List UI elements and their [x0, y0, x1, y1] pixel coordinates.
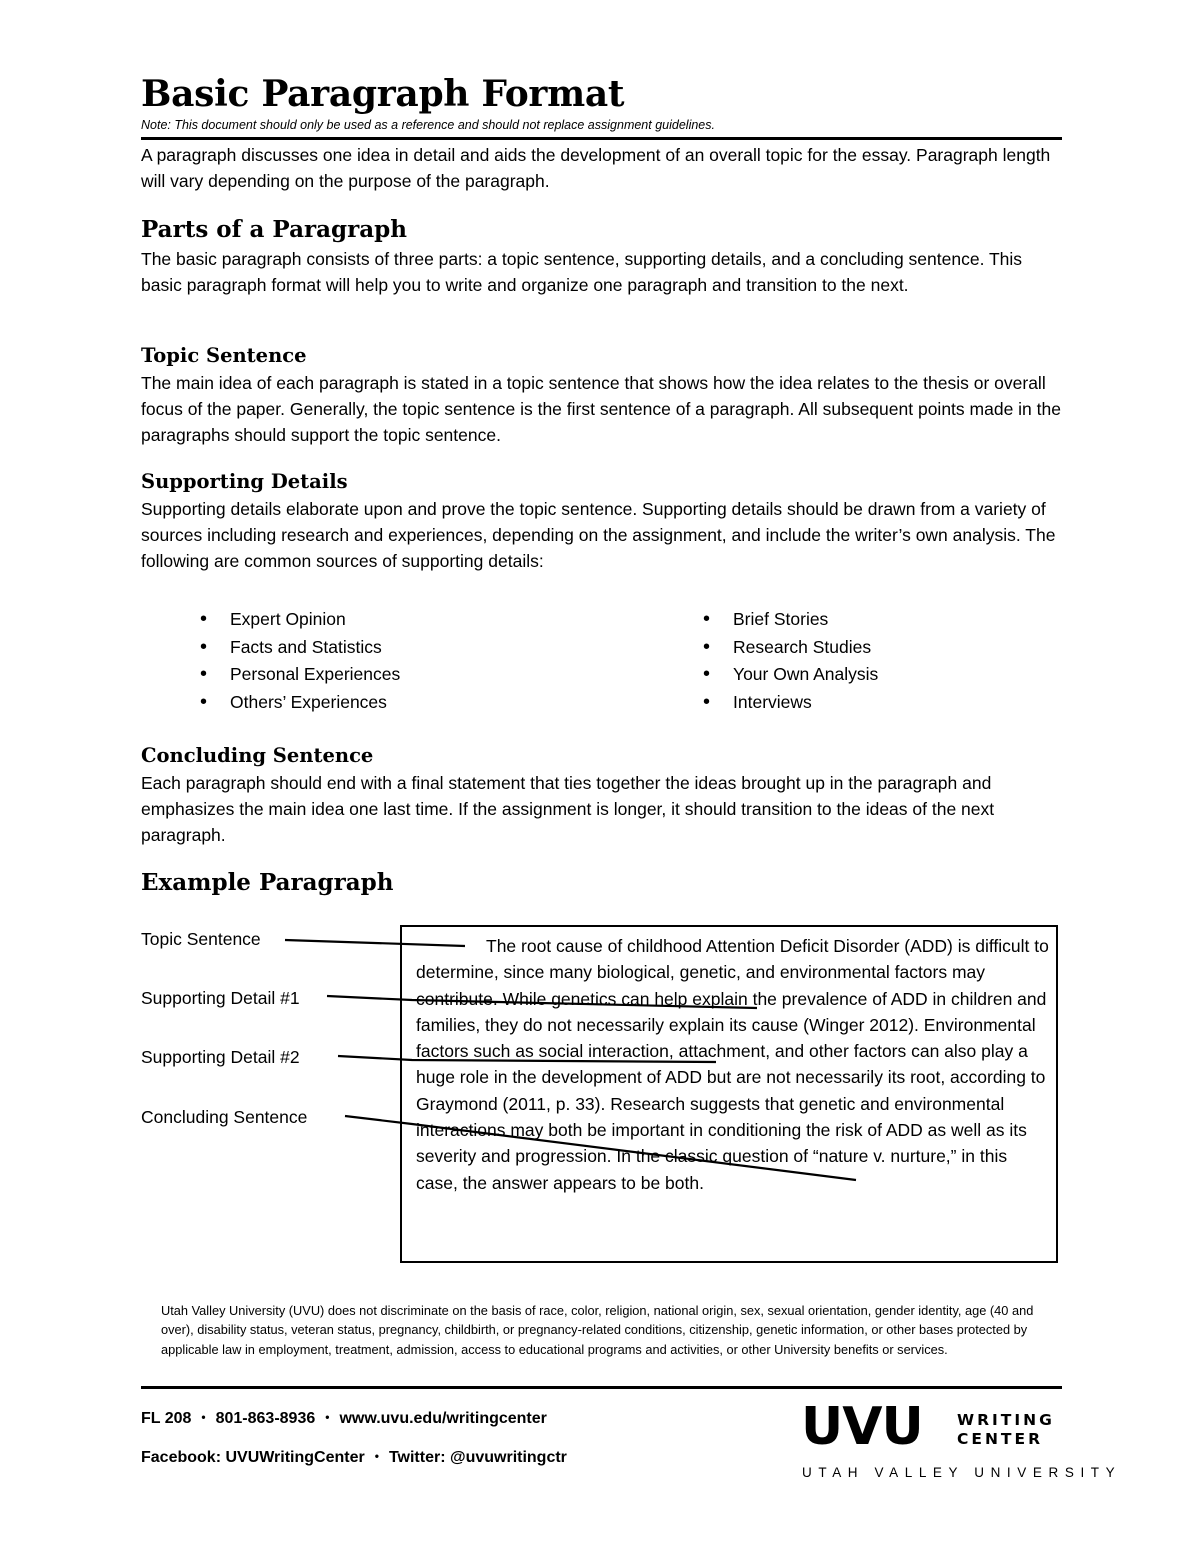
- header-divider: [141, 137, 1062, 140]
- website-link[interactable]: www.uvu.edu/writingcenter: [339, 1410, 547, 1427]
- phone-number: 801-863-8936: [215, 1410, 316, 1427]
- list-item: • Expert Opinion: [200, 606, 400, 634]
- example-paragraph: The root cause of childhood Attention Deficit Disorder (ADD) is difficult to determine, since many biological, genetic, and environmental factors may contribute. While genetics can help explain the prevalence of ADD in children and families, they do not necessarily explain its cause (Winger 2012). Environmental factors such as social interaction, attachment, and other factors can also play a huge role in the development of ADD but are not necessarily its root, according to Graymond (2011, p. 33). Research suggests that genetic and environmental interactions may both be important in conditioning the risk of ADD as well as its severity and progression. In the classic question of “nature v. nurture,” in this case, the answer appears to be both.: [416, 936, 1049, 1193]
- label-supporting-detail-2: Supporting Detail #2: [141, 1047, 300, 1067]
- concluding-heading: Concluding Sentence: [141, 744, 374, 767]
- logo-subtitle: UTAH VALLEY UNIVERSITY: [802, 1465, 1122, 1480]
- separator: •: [201, 1410, 206, 1424]
- facebook-link[interactable]: Facebook: UVUWritingCenter: [141, 1449, 365, 1466]
- document-note: Note: This document should only be used as a reference and should not replace assignment guidelines.: [141, 118, 715, 132]
- label-topic-sentence: Topic Sentence: [141, 929, 261, 949]
- list-item: • Personal Experiences: [200, 661, 400, 689]
- supporting-text: Supporting details elaborate upon and prove the topic sentence. Supporting details should be drawn from a variety of sources including research and experiences, depending on the assignment, and include the writer’s own analysis. The following are common sources of supporting details:: [141, 499, 1056, 571]
- logo-mark: UVU: [801, 1397, 923, 1457]
- logo-line-1: WRITING: [957, 1411, 1055, 1429]
- twitter-link[interactable]: Twitter: @uvuwritingctr: [388, 1449, 567, 1466]
- supporting-heading: Supporting Details: [141, 470, 348, 493]
- intro-text: A paragraph discusses one idea in detail and aids the development of an overall topic for the essay. Paragraph length will vary depending on the purpose of the paragraph.: [141, 145, 1051, 191]
- contact-line-2: [141, 1445, 567, 1469]
- separator: •: [325, 1410, 330, 1424]
- nondiscrimination-statement: Utah Valley University (UVU) does not discriminate on the basis of race, color, religion, national origin, sex, sexual orientation, gender identity, age (40 and over), disability status, veteran status, pregnancy, childbirth, or pregnancy-related conditions, citizenship, genetic information, or other bases protected by applicable law in employment, treatment, admission, access to educational programs and activities, or other University benefits or services.: [161, 1303, 1034, 1357]
- list-item: • Facts and Statistics: [200, 634, 400, 662]
- logo-wordmark: [957, 1411, 1055, 1449]
- topic-heading: Topic Sentence: [141, 344, 307, 367]
- topic-text: The main idea of each paragraph is stated in a topic sentence that shows how the idea relates to the thesis or overall focus of the paper. Generally, the topic sentence is the first sentence of a paragraph. All subsequent points made in the paragraphs should support the topic sentence.: [141, 373, 1061, 445]
- label-concluding-sentence: Concluding Sentence: [141, 1107, 308, 1127]
- page-title: Basic Paragraph Format: [141, 73, 625, 115]
- supporting-list-right: [703, 606, 878, 717]
- list-item: • Your Own Analysis: [703, 661, 878, 689]
- list-item: • Brief Stories: [703, 606, 878, 634]
- logo-line-2: CENTER: [957, 1430, 1044, 1448]
- example-heading: Example Paragraph: [141, 869, 394, 896]
- uvu-writing-center-logo: [801, 1397, 1122, 1488]
- list-item: • Research Studies: [703, 634, 878, 662]
- concluding-text: Each paragraph should end with a final statement that ties together the ideas brought up in the paragraph and emphasizes the main idea one last time. If the assignment is longer, it should transition to the ideas of the next paragraph.: [141, 773, 995, 845]
- list-item: • Interviews: [703, 689, 878, 717]
- room-number: FL 208: [141, 1410, 192, 1427]
- parts-heading: Parts of a Paragraph: [141, 216, 407, 243]
- footer-divider: [141, 1386, 1062, 1389]
- parts-text: The basic paragraph consists of three parts: a topic sentence, supporting details, and a concluding sentence. This basic paragraph format will help you to write and organize one paragraph and transition to the next.: [141, 249, 1023, 295]
- label-supporting-detail-1: Supporting Detail #1: [141, 988, 300, 1008]
- contact-line-1: [141, 1406, 547, 1430]
- list-item: • Others’ Experiences: [200, 689, 400, 717]
- supporting-list-left: [200, 606, 400, 717]
- separator: •: [374, 1449, 379, 1463]
